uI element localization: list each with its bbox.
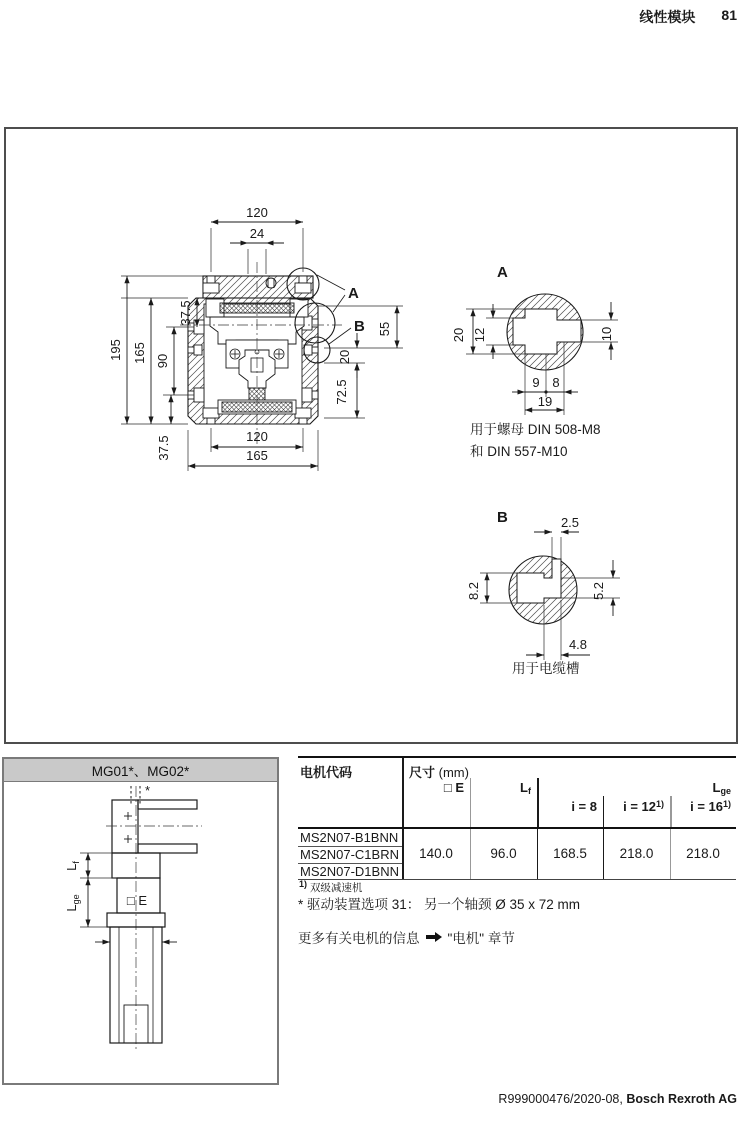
mg-panel-title: MG01*、MG02* (4, 759, 277, 782)
dim-b-4-8: 4.8 (568, 637, 588, 652)
footnote-option31: * 驱动装置选项 31： 另一个轴颈 Ø 35 x 72 mm (298, 897, 581, 912)
more-info-line (298, 927, 515, 947)
value-e: 140.0 (419, 846, 453, 861)
dim-a-12: 12 (472, 327, 487, 343)
detail-b (466, 509, 620, 676)
dim-bottom-165: 165 (246, 448, 268, 463)
dim-72-5: 72.5 (334, 379, 349, 405)
lge-dim-label: $L_{ge}$ (64, 894, 81, 912)
cross-section-panel (4, 127, 738, 744)
col-header-lf: Lf (520, 780, 531, 796)
dim-a-19: 19 (537, 394, 553, 409)
gearbox (106, 800, 202, 1043)
dim-165: 165 (132, 342, 147, 364)
dim-a-20: 20 (451, 327, 466, 343)
detail-a-title: A (497, 264, 508, 281)
footnote-marker: 1) (299, 879, 308, 889)
page-number: 81 (721, 7, 737, 23)
more-info-suffix: "电机" 章节 (447, 931, 515, 946)
value-i8: 168.5 (553, 846, 587, 861)
dim-195: 195 (108, 339, 123, 361)
option-shaft-dashed (131, 786, 140, 804)
motor-code-row-2: MS2N07-C1BRN (300, 847, 399, 862)
arrow-right-icon (426, 932, 442, 942)
dim-bottom-120: 120 (246, 429, 268, 444)
value-lf: 96.0 (490, 846, 517, 861)
col-header-e: □ E (443, 780, 464, 795)
col-header-lge: Lge (712, 780, 731, 796)
dim-top-24: 24 (249, 226, 265, 241)
dim-37-5-top: 37.5 (178, 300, 193, 326)
dim-b-2-5: 2.5 (560, 515, 580, 530)
col-header-i8: i = 8 (571, 799, 597, 814)
lf-dim-label: $L_f$ (64, 861, 81, 871)
col-header-i16: i = 16$^{1)}$ (690, 799, 731, 814)
value-i16: 218.0 (686, 846, 720, 861)
detail-b-title: B (497, 509, 508, 526)
dim-b-5-2: 5.2 (591, 581, 606, 601)
dim-20: 20 (337, 349, 352, 365)
col-header-i12: i = 12$^{1)}$ (623, 799, 664, 814)
dim-top-120: 120 (246, 205, 268, 220)
footnote-gear-text: 双级减速机 (309, 882, 363, 894)
brand-name: Bosch Rexroth AG (626, 1092, 737, 1106)
page-header (639, 7, 737, 27)
mg-panel (2, 757, 279, 1085)
dim-b-8-2: 8.2 (466, 581, 481, 601)
profile-body (188, 276, 318, 424)
dim-a-8: 8 (552, 375, 560, 390)
detail-b-ref-label: B (354, 318, 365, 335)
dim-55: 55 (377, 321, 392, 337)
table-header (298, 756, 736, 827)
detail-a (451, 264, 618, 459)
chapter-title: 线性模块 (639, 9, 696, 25)
detail-a-caption-line1: 用于螺母 DIN 508-M8 (470, 422, 601, 437)
detail-a-caption-line2: 和 DIN 557-M10 (470, 444, 568, 459)
detail-a-ref-label: A (348, 285, 359, 302)
dim-90: 90 (155, 353, 170, 369)
value-i12: 218.0 (619, 846, 654, 861)
option-star-label: * (145, 783, 151, 798)
motor-code-row-3: MS2N07-D1BNN (300, 864, 399, 879)
more-info-prefix: 更多有关电机的信息 (298, 931, 420, 946)
dim-a-10: 10 (599, 326, 614, 342)
mg-motor-drawing (4, 781, 273, 1079)
e-dim-label: □ E (126, 893, 148, 908)
col-header-motor-code: 电机代码 (300, 765, 353, 780)
detail-b-caption: 用于电缆槽 (512, 661, 580, 676)
page-footer (498, 1092, 737, 1106)
table-body (298, 827, 736, 880)
col-header-size: 尺寸 (mm) (409, 765, 469, 780)
cross-section-drawing (6, 129, 734, 738)
doc-number: R999000476/2020-08, (498, 1092, 623, 1106)
motor-dimensions-table (298, 756, 736, 880)
dim-37-5-bottom: 37.5 (156, 435, 171, 461)
motor-code-row-1: MS2N07-B1BNN (300, 830, 399, 845)
dim-a-9: 9 (532, 375, 540, 390)
